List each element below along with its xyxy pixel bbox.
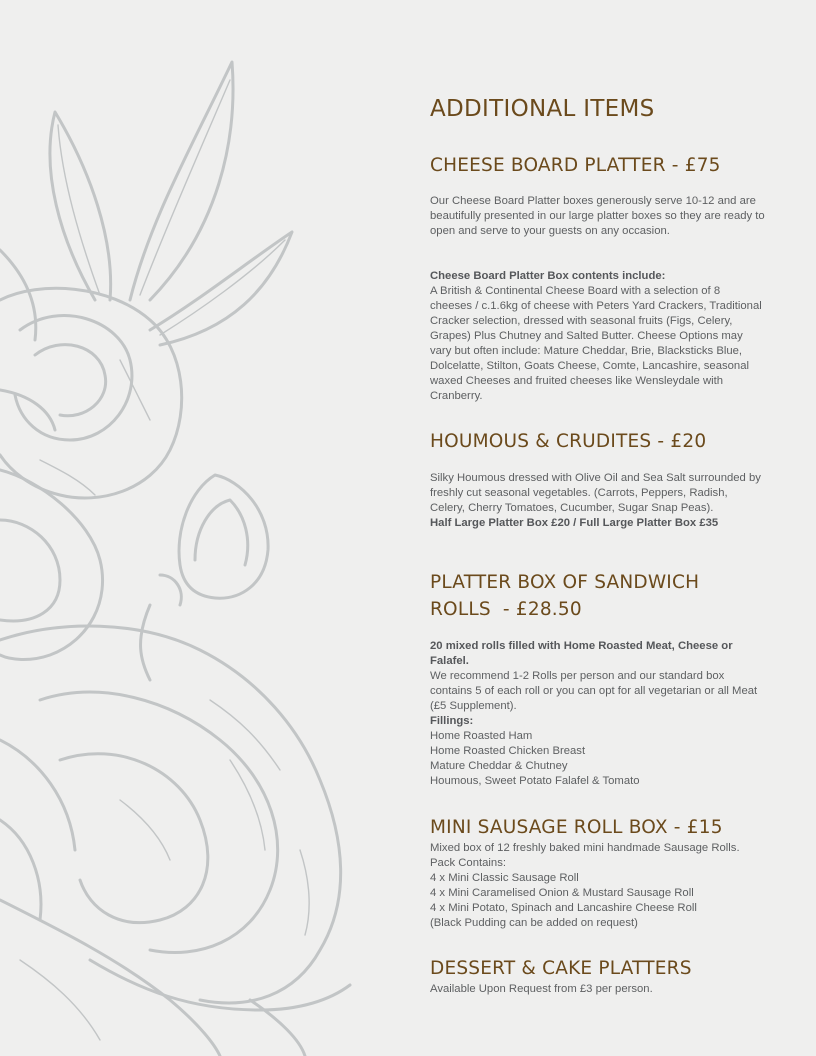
sausage-details [430,841,765,931]
sausage-text: Mixed box of 12 freshly baked mini handmade Sausage Rolls. Pack Contains: [430,842,740,869]
cheese-heading: CHEESE BOARD PLATTER - £75 [430,155,721,176]
houmous-heading: HOUMOUS & CRUDITES - £20 [430,431,707,452]
houmous-text-block [430,471,765,531]
cheese-contents [430,269,765,404]
sandwich-heading-line2: ROLLS - £28.50 [430,599,582,620]
flower-bud [179,475,268,598]
sausage-item: 4 x Mini Potato, Spinach and Lancashire Cheese Roll [430,902,697,914]
sandwich-heading-line1: PLATTER BOX OF SANDWICH [430,572,700,593]
filling-item: Home Roasted Ham [430,730,533,742]
cheese-contents-label: Cheese Board Platter Box contents include: [430,270,666,282]
filling-item: Mature Cheddar & Chutney [430,760,568,772]
flower-lower-outer [0,626,341,1003]
sausage-item: (Black Pudding can be added on request) [430,917,638,929]
leaf-left [0,250,36,340]
houmous-text: Silky Houmous dressed with Olive Oil and Sea Salt surrounded by freshly cut seasonal vegetables. (Carrots, Peppers, Radish, Celery, Cherry Tomatoes, Cucumber, Sugar Snap Peas). [430,472,761,514]
cheese-intro: Our Cheese Board Platter boxes generously serve 10-12 and are beautifully presented in our large platter boxes so they are ready to open and serve to your guests on any occasion. [430,195,765,237]
sandwich-heading [430,569,699,623]
page-title: ADDITIONAL ITEMS [430,96,655,122]
dessert-text: Available Upon Request from £3 per person. [430,983,653,995]
floral-illustration [0,0,400,1056]
sausage-item: 4 x Mini Caramelised Onion & Mustard Sausage Roll [430,887,694,899]
filling-item: Houmous, Sweet Potato Falafel & Tomato [430,775,640,787]
sausage-item: 4 x Mini Classic Sausage Roll [430,872,579,884]
fillings-label: Fillings: [430,715,474,727]
dessert-heading: DESSERT & CAKE PLATTERS [430,958,692,979]
sandwich-details [430,639,765,789]
sausage-heading: MINI SAUSAGE ROLL BOX - £15 [430,817,723,838]
filling-item: Home Roasted Chicken Breast [430,745,586,757]
sandwich-lead: 20 mixed rolls filled with Home Roasted Meat, Cheese or Falafel. [430,640,733,667]
sandwich-text: We recommend 1-2 Rolls per person and our standard box contains 5 of each roll or you can opt for all vegetarian or all Meat (£5 Supplement). [430,670,758,712]
cheese-contents-text: A British & Continental Cheese Board with a selection of 8 cheeses / c.1.6kg of cheese with Peters Yard Crackers, Traditional Cracker selection, dressed with seasonal fruits (Figs, Celery, Grapes) Plus Chutney and Salted Butter. Cheese Options may vary but often include: Mature Cheddar, Brie, Blacksticks Blue, Dolcelatte, Stilton, Goats Cheese, Comte, Lancashire, seasonal waxed Cheeses and fruited cheeses like Wensleydale with Cranberry. [430,285,762,402]
leaf-top-right [130,62,233,300]
houmous-sizes: Half Large Platter Box £20 / Full Large Platter Box £35 [430,517,719,529]
